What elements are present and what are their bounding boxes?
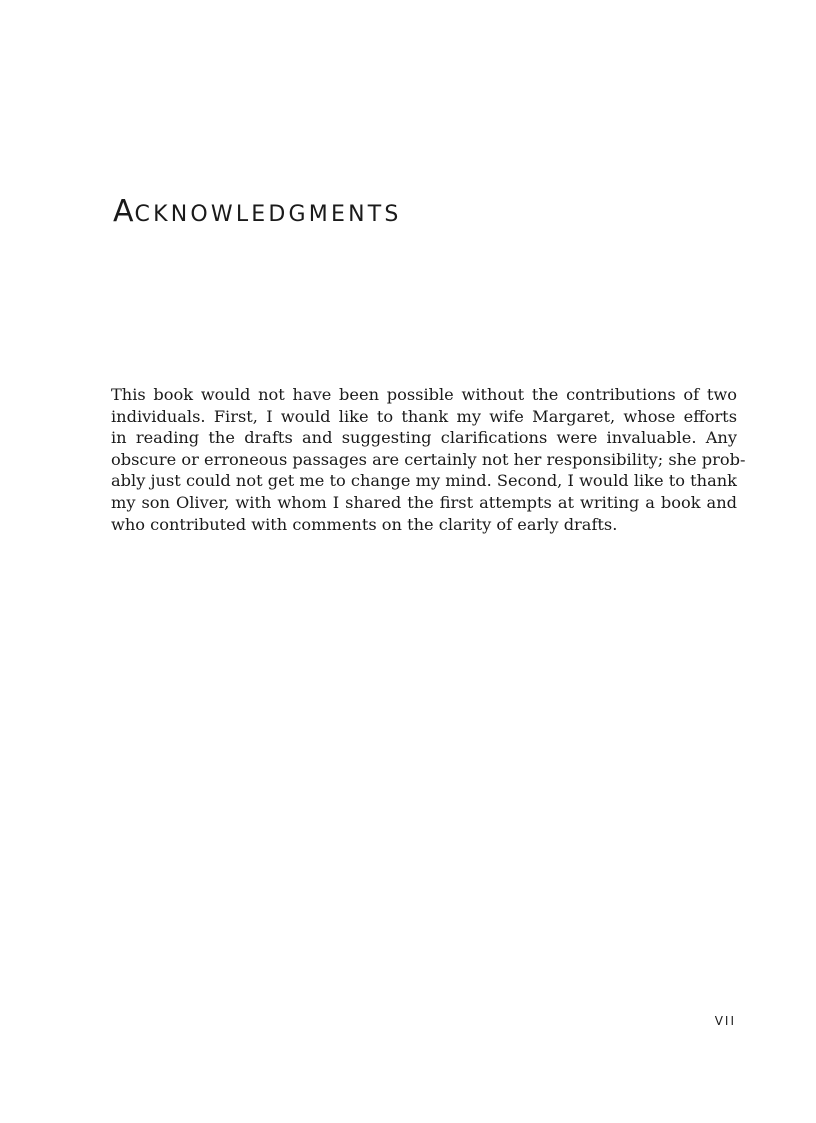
paragraph-line: obscure or erroneous passages are certainly not her responsibility; she prob- (111, 449, 746, 469)
page-number: VII (714, 1014, 736, 1028)
chapter-title (113, 194, 402, 227)
paragraph-line: individuals. First, I would like to thank my wife Margaret, whose efforts (111, 406, 737, 426)
chapter-title-initial: A (113, 194, 135, 229)
paragraph-line: who contributed with comments on the clarity of early drafts. (111, 514, 618, 534)
chapter-title-rest: CKNOWLEDGMENTS (134, 202, 402, 227)
paragraph-line: my son Oliver, with whom I shared the first attempts at writing a book and (111, 492, 737, 512)
paragraph-line: in reading the drafts and suggesting clarifications were invaluable. Any (111, 428, 737, 448)
paragraph-line: This book would not have been possible without the contributions of two (111, 385, 737, 404)
acknowledgments-paragraph (111, 384, 746, 535)
paragraph-line: ably just could not get me to change my mind. Second, I would like to thank (111, 471, 737, 491)
